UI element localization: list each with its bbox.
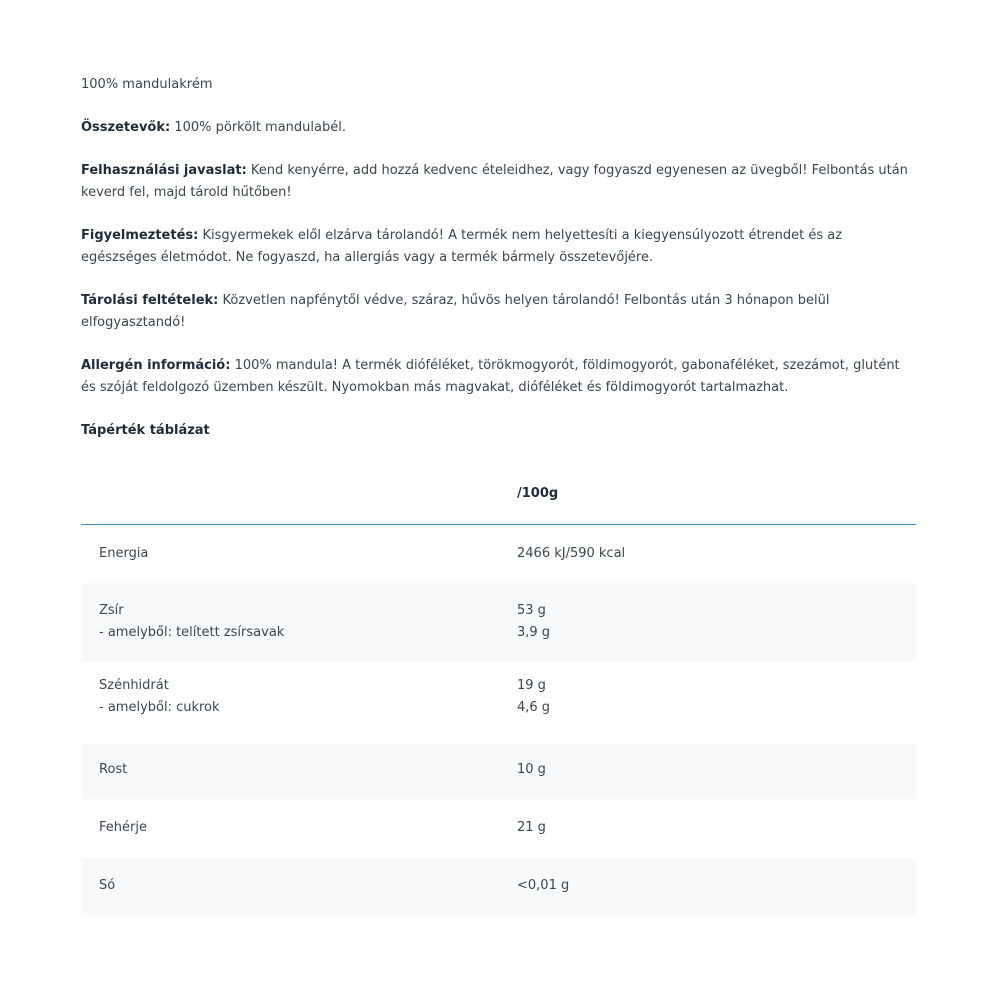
allergen-paragraph: [81, 355, 917, 399]
row-name: Szénhidrát - amelyből: cukrok: [99, 678, 220, 715]
table-row-fiber: [81, 744, 916, 799]
row-value: 21 g: [517, 820, 546, 835]
row-value: 10 g: [517, 762, 546, 777]
row-name: Rost: [99, 762, 128, 777]
row-name: Fehérje: [99, 820, 147, 835]
storage-label: Tárolási feltételek:: [81, 293, 219, 308]
usage-label: Felhasználási javaslat:: [81, 163, 247, 178]
per-100g-header: /100g: [517, 486, 559, 501]
warning-label: Figyelmeztetés:: [81, 228, 199, 243]
table-row-fat: [81, 583, 916, 662]
row-value: 2466 kJ/590 kcal: [517, 546, 626, 561]
row-value: 19 g 4,6 g: [517, 678, 551, 715]
row-value: <0,01 g: [517, 878, 570, 893]
row-name: Energia: [99, 546, 149, 561]
table-row-energy: [81, 525, 916, 583]
usage-text: Kend kenyérre, add hozzá kedvenc ételeidhez, vagy fogyaszd egyenesen az üvegből! Felbontás után keverd fel, majd tárold hűtőben!: [81, 163, 908, 200]
allergen-label: Allergén információ:: [81, 358, 231, 373]
nutrition-table-title: Tápérték táblázat: [81, 423, 210, 438]
table-row-protein: [81, 799, 916, 858]
row-name: Zsír - amelyből: telített zsírsavak: [99, 603, 285, 640]
table-row-carbohydrate: [81, 662, 916, 744]
ingredients-paragraph: [81, 117, 917, 139]
storage-text: Közvetlen napfénytől védve, száraz, hűvös helyen tárolandó! Felbontás után 3 hónapon belül elfogyasztandó!: [81, 293, 830, 330]
product-description: [81, 74, 917, 442]
warning-text: Kisgyermekek elől elzárva tárolandó! A termék nem helyettesíti a kiegyensúlyozott étrendet és az egészséges életmódot. Ne fogyaszd, ha allergiás vagy a termék bármely összetevőjére.: [81, 228, 843, 265]
allergen-text: 100% mandula! A termék dióféléket, törökmogyorót, földimogyorót, gabonaféléket, szezámot, glutént és szóját feldolgozó üzemben készült. Nyomokban más magvakat, dióféléket és földimogyorót tartalmazhat.: [81, 358, 900, 395]
nutrition-table: [81, 468, 916, 915]
ingredients-text: 100% pörkölt mandulabél.: [170, 120, 346, 135]
ingredients-label: Összetevők:: [81, 120, 171, 135]
storage-paragraph: [81, 290, 917, 334]
warning-paragraph: [81, 225, 917, 269]
nutrition-table-header: [81, 468, 916, 525]
intro-text: 100% mandulakrém: [81, 77, 213, 92]
row-value: 53 g 3,9 g: [517, 603, 551, 640]
usage-paragraph: [81, 160, 917, 204]
row-name: Só: [99, 878, 116, 893]
table-row-salt: [81, 858, 916, 915]
